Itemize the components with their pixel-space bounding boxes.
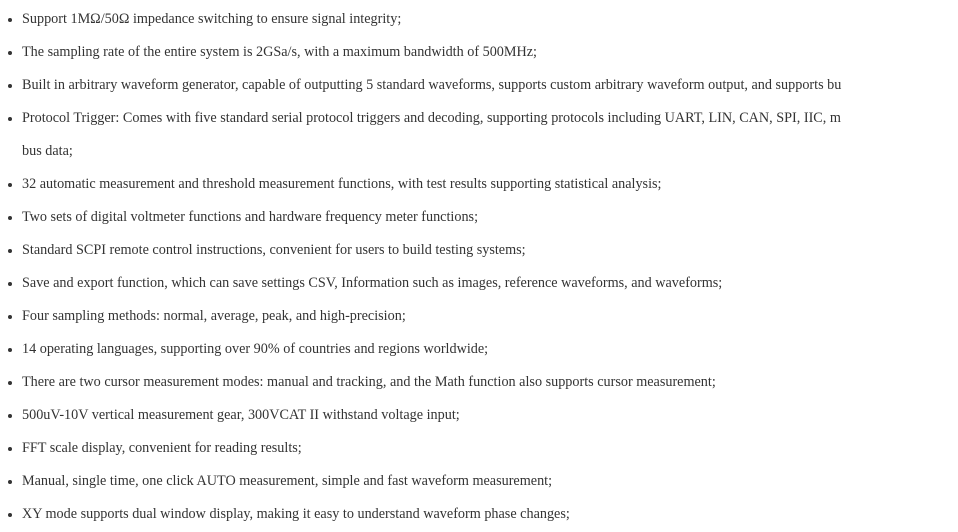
bullet-icon bbox=[8, 414, 12, 418]
list-item bbox=[0, 36, 958, 69]
bullet-icon bbox=[8, 18, 12, 22]
feature-text: Standard SCPI remote control instructions, convenient for users to build testing systems; bbox=[22, 242, 526, 258]
list-item bbox=[0, 102, 958, 168]
bullet-icon bbox=[8, 117, 12, 121]
feature-list bbox=[0, 3, 958, 531]
bullet-icon bbox=[8, 183, 12, 187]
bullet-icon bbox=[8, 348, 12, 352]
feature-text: 32 automatic measurement and threshold measurement functions, with test results supporting statistical analysis; bbox=[22, 176, 662, 192]
feature-text: Support 1MΩ/50Ω impedance switching to ensure signal integrity; bbox=[22, 11, 402, 27]
list-item bbox=[0, 69, 958, 102]
bullet-icon bbox=[8, 84, 12, 88]
feature-text: There are two cursor measurement modes: manual and tracking, and the Math function also supports cursor measurement; bbox=[22, 374, 716, 390]
list-item bbox=[0, 333, 958, 366]
feature-text: 500uV-10V vertical measurement gear, 300VCAT II withstand voltage input; bbox=[22, 407, 460, 423]
list-item bbox=[0, 498, 958, 531]
feature-text: Manual, single time, one click AUTO measurement, simple and fast waveform measurement; bbox=[22, 473, 553, 489]
bullet-icon bbox=[8, 381, 12, 385]
bullet-icon bbox=[8, 249, 12, 253]
feature-text: Protocol Trigger: Comes with five standard serial protocol triggers and decoding, supporting protocols including UART, LIN, CAN, SPI, IIC, m bbox=[22, 110, 841, 126]
feature-text: 14 operating languages, supporting over 90% of countries and regions worldwide; bbox=[22, 341, 489, 357]
list-item bbox=[0, 201, 958, 234]
list-item bbox=[0, 432, 958, 465]
feature-text-continued: bus data; bbox=[22, 143, 73, 159]
bullet-icon bbox=[8, 480, 12, 484]
bullet-icon bbox=[8, 51, 12, 55]
bullet-icon bbox=[8, 447, 12, 451]
list-item bbox=[0, 300, 958, 333]
bullet-icon bbox=[8, 513, 12, 517]
list-item bbox=[0, 465, 958, 498]
bullet-icon bbox=[8, 315, 12, 319]
feature-text: FFT scale display, convenient for reading results; bbox=[22, 440, 302, 456]
feature-text: Save and export function, which can save settings CSV, Information such as images, reference waveforms, and waveforms; bbox=[22, 275, 723, 291]
feature-text: Four sampling methods: normal, average, peak, and high-precision; bbox=[22, 308, 406, 324]
list-item bbox=[0, 234, 958, 267]
list-item bbox=[0, 366, 958, 399]
bullet-icon bbox=[8, 282, 12, 286]
feature-text: Built in arbitrary waveform generator, capable of outputting 5 standard waveforms, supports custom arbitrary waveform output, and supports bu bbox=[22, 77, 842, 93]
feature-text: XY mode supports dual window display, making it easy to understand waveform phase changes; bbox=[22, 506, 570, 522]
list-item bbox=[0, 168, 958, 201]
list-item bbox=[0, 267, 958, 300]
feature-text: The sampling rate of the entire system is 2GSa/s, with a maximum bandwidth of 500MHz; bbox=[22, 44, 537, 60]
list-item bbox=[0, 399, 958, 432]
feature-text: Two sets of digital voltmeter functions and hardware frequency meter functions; bbox=[22, 209, 479, 225]
bullet-icon bbox=[8, 216, 12, 220]
list-item bbox=[0, 3, 958, 36]
